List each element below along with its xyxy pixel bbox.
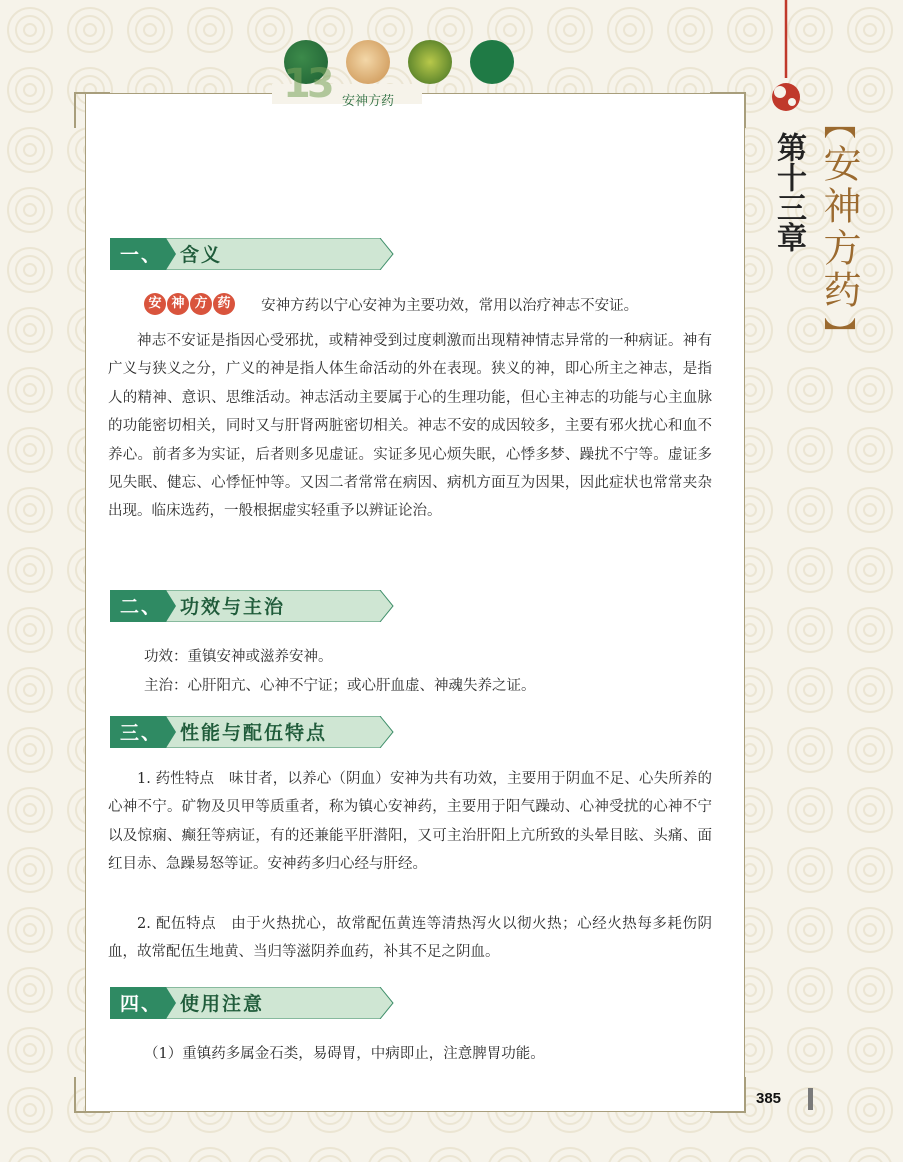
frame-corner-bottom-left — [74, 1077, 110, 1113]
section-title: 性能与配伍特点 — [180, 722, 328, 744]
definition-badge: 方 — [190, 293, 212, 315]
section-title: 使用注意 — [180, 993, 265, 1015]
section-title: 含义 — [180, 244, 223, 266]
chapter-title-box — [815, 108, 863, 348]
definition-badge: 神 — [167, 293, 189, 315]
herb-image-3 — [408, 40, 452, 84]
indication-line: 主治：心肝阳亢、心神不宁证；或心肝血虚、神魂失养之证。 — [144, 678, 536, 694]
bracket-top-icon: 【 — [820, 106, 858, 139]
herb-image-4 — [470, 40, 514, 84]
section-number: 四、 — [120, 993, 163, 1015]
paragraph-drug-properties — [108, 765, 712, 879]
frame-corner-bottom-right — [710, 1077, 746, 1113]
item-text: 由于火热扰心，故常配伍黄连等清热泻火以彻火热；心经火热每多耗伤阴血，故常配伍生地黄、当归等滋阴养血药，补其不足之阴血。 — [108, 916, 712, 961]
caution-line: （1）重镇药多属金石类，易碍胃，中病即止，注意脾胃功能。 — [144, 1046, 545, 1062]
definition-text: 安神方药以宁心安神为主要功效，常用以治疗神志不安证。 — [261, 297, 639, 314]
paragraph-meaning: 神志不安证是指因心受邪扰，或精神受到过度刺激而出现精神情志异常的一种病证。神有广义与狭义之分，广义的神是指人体生命活动的外在表现。狭义的神，即心所主之神志，是指人的精神、意识、思维活动。神志活动主要属于心的生理功能，但心主神志的功能与心主血脉的功能密切相关，同时又与肝肾两脏密切相关。神志不安的成因较多，主要有邪火扰心和血不养心。前者多为实证，后者则多见虚证。实证多见心烦失眠，心悸多梦、躁扰不宁等。虚证多见失眠、健忘、心悸怔忡等。又因二者常常在病因、病机方面互为因果，因此症状也常常夹杂出现。临床选药，一般根据虚实轻重予以辨证论治。 — [108, 333, 712, 520]
item-label: 1. 药性特点 — [137, 771, 215, 787]
frame-corner-top-right — [710, 92, 746, 128]
bracket-bottom-icon: 】 — [820, 316, 858, 349]
definition-line — [144, 293, 638, 317]
running-title: 安神方药 — [342, 94, 395, 109]
item-text: 味甘者，以养心（阴血）安神为共有功效，主要用于阴血不足、心失所养的心神不宁。矿物及贝甲等质重者，称为镇心安神药，主要用于阳气躁动、心神受扰的心神不宁以及惊痫、癫狂等病证，有的还兼能平肝潜阳，又可主治肝阳上亢所致的头晕目眩、头痛、面红目赤、急躁易怒等证。安神药多归心经与肝经。 — [108, 771, 713, 873]
page-number-bar — [808, 1088, 813, 1110]
section-title: 功效与主治 — [180, 596, 286, 618]
section-number: 三、 — [120, 722, 163, 744]
definition-badge: 药 — [213, 293, 235, 315]
frame-corner-top-left — [74, 92, 110, 128]
definition-badge: 安 — [144, 293, 166, 315]
page-number: 385 — [756, 1090, 782, 1107]
herb-image-2 — [346, 40, 390, 84]
hook-ornament-icon — [766, 0, 806, 120]
section-number: 一、 — [120, 244, 163, 266]
efficacy-line: 功效：重镇安神或滋养安神。 — [144, 649, 333, 665]
chapter-label: 第十三章 — [771, 132, 806, 252]
chapter-number: 13 — [283, 61, 331, 107]
item-label: 2. 配伍特点 — [137, 916, 217, 932]
paragraph-compatibility — [108, 910, 712, 967]
chapter-title: 安神方药 — [817, 144, 861, 312]
section-number: 二、 — [120, 596, 163, 618]
